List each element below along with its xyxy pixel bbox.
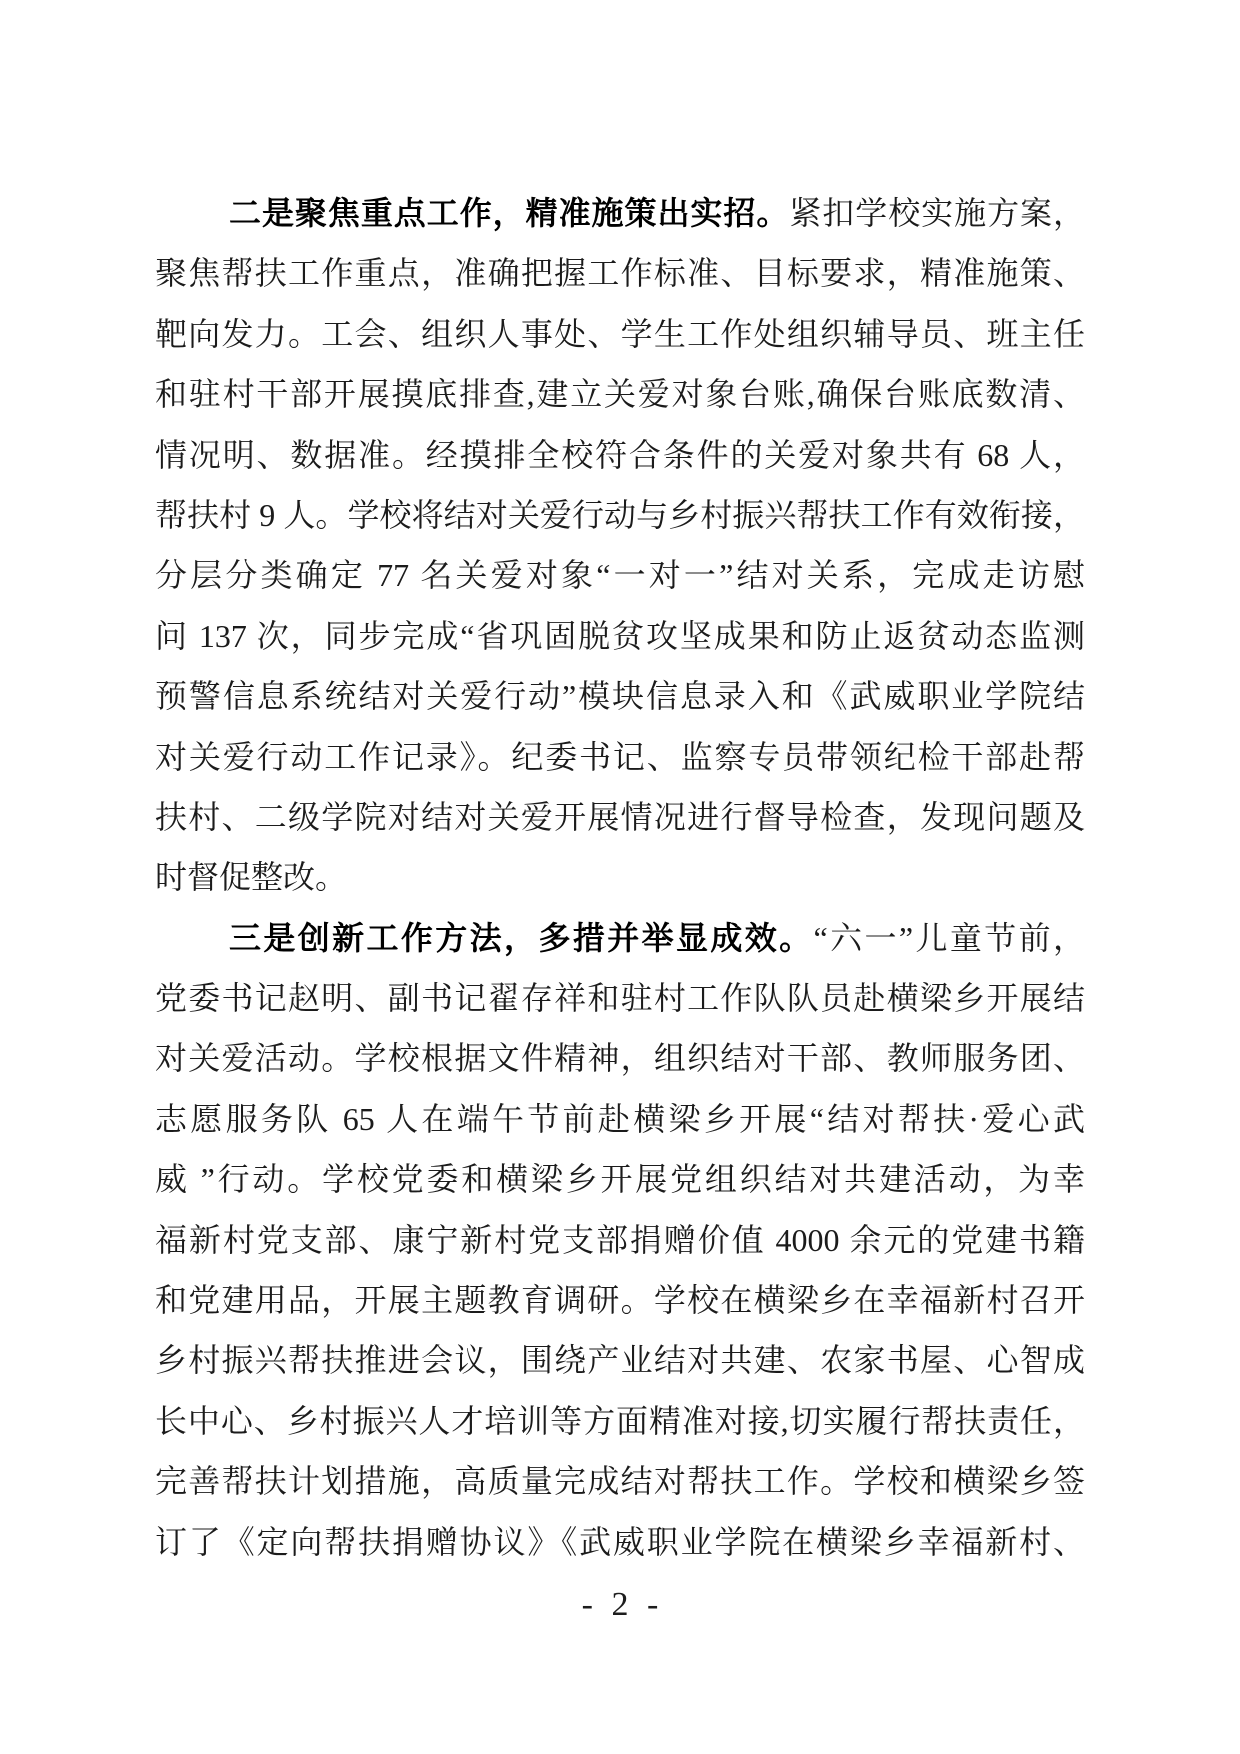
document-body	[155, 183, 1085, 1572]
text-line	[155, 847, 1085, 907]
line-text: 分层分类确定 77 名关爱对象“一对一”结对关系，完成走访慰	[155, 557, 1085, 594]
line-text: 志愿服务队 65 人在端午节前赴横梁乡开展“结对帮扶·爱心武	[155, 1100, 1085, 1137]
line-text: 情况明、数据准。经摸排全校符合条件的关爱对象共有 68 人，	[155, 436, 1085, 473]
text-line	[155, 1512, 1085, 1572]
line-text: 预警信息系统结对关爱行动”模块信息录入和《武威职业学院结	[155, 678, 1085, 715]
line-text: 帮扶村 9 人。学校将结对关爱行动与乡村振兴帮扶工作有效衔接，	[155, 496, 1085, 533]
line-text: 靶向发力。工会、组织人事处、学生工作处组织辅导员、班主任	[155, 315, 1085, 352]
line-text: 长中心、乡村振兴人才培训等方面精准对接,切实履行帮扶责任，	[155, 1402, 1085, 1439]
text-line	[155, 545, 1085, 605]
text-line	[155, 1210, 1085, 1270]
line-text: 扶村、二级学院对结对关爱开展情况进行督导检查，发现问题及	[155, 798, 1085, 835]
text-line	[155, 1028, 1085, 1088]
line-text: 聚焦帮扶工作重点，准确把握工作标准、目标要求，精准施策、	[155, 255, 1085, 292]
text-line	[155, 908, 1085, 968]
line-text: 对关爱活动。学校根据文件精神，组织结对干部、教师服务团、	[155, 1040, 1085, 1077]
text-line	[155, 968, 1085, 1028]
line-text: 订了《定向帮扶捐赠协议》《武威职业学院在横梁乡幸福新村、	[155, 1523, 1085, 1560]
text-line	[155, 606, 1085, 666]
text-line	[155, 727, 1085, 787]
text-line	[155, 1089, 1085, 1149]
line-text: 和党建用品，开展主题教育调研。学校在横梁乡在幸福新村召开	[155, 1282, 1085, 1319]
text-line	[155, 485, 1085, 545]
line-text: 党委书记赵明、副书记翟存祥和驻村工作队队员赴横梁乡开展结	[155, 980, 1085, 1017]
text-line	[155, 183, 1085, 243]
text-line	[155, 1451, 1085, 1511]
paragraph	[155, 183, 1085, 908]
paragraph-lead-heading: 二是聚焦重点工作，精准施策出实招。	[229, 195, 790, 231]
page-number: - 2 -	[581, 1586, 659, 1623]
line-text: 乡村振兴帮扶推进会议，围绕产业结对共建、农家书屋、心智成	[155, 1342, 1085, 1379]
text-line	[155, 787, 1085, 847]
line-text: 和驻村干部开展摸底排查,建立关爱对象台账,确保台账底数清、	[155, 376, 1085, 413]
text-line	[155, 1270, 1085, 1330]
text-line	[155, 304, 1085, 364]
line-text: “六一”儿童节前，	[813, 919, 1085, 956]
text-line	[155, 243, 1085, 303]
text-line	[155, 666, 1085, 726]
line-text: 紧扣学校实施方案，	[789, 195, 1085, 231]
line-text: 时督促整改。	[155, 859, 348, 896]
line-text: 完善帮扶计划措施，高质量完成结对帮扶工作。学校和横梁乡签	[155, 1463, 1085, 1500]
text-line	[155, 1149, 1085, 1209]
line-text: 威 ”行动。学校党委和横梁乡开展党组织结对共建活动，为幸	[155, 1161, 1085, 1198]
line-text: 对关爱行动工作记录》。纪委书记、监察专员带领纪检干部赴帮	[155, 738, 1085, 775]
text-line	[155, 1330, 1085, 1390]
line-text: 问 137 次，同步完成“省巩固脱贫攻坚成果和防止返贫动态监测	[155, 617, 1085, 654]
paragraph-lead-heading: 三是创新工作方法，多措并举显成效。	[229, 919, 814, 956]
line-text: 福新村党支部、康宁新村党支部捐赠价值 4000 余元的党建书籍	[155, 1221, 1085, 1258]
text-line	[155, 364, 1085, 424]
text-line	[155, 1391, 1085, 1451]
text-line	[155, 425, 1085, 485]
paragraph	[155, 908, 1085, 1572]
